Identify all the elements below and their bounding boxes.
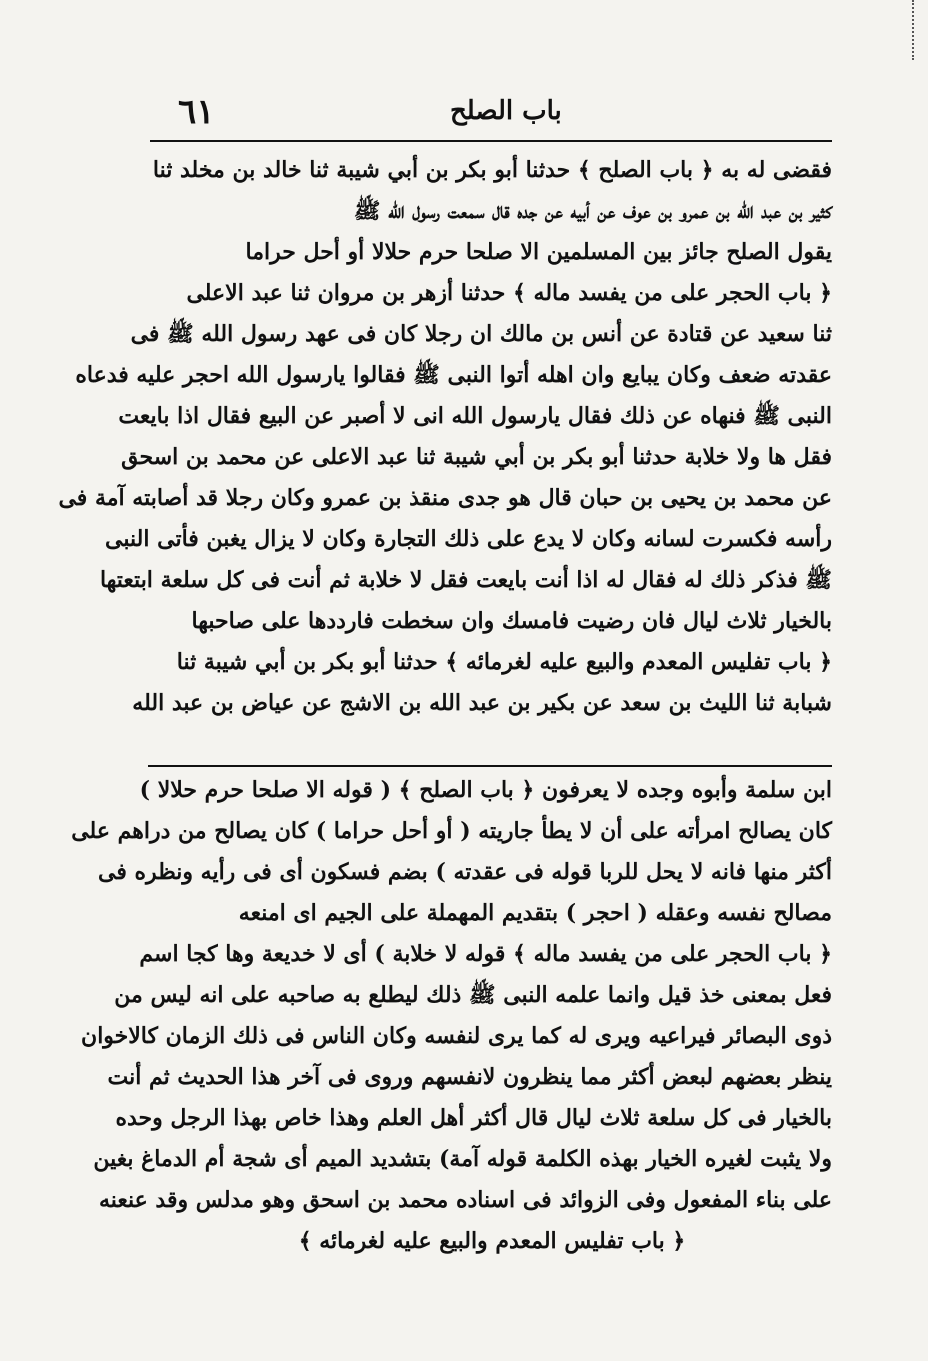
main-text-line: فقضى له به ﴿ باب الصلح ﴾ حدثنا أبو بكر بن أبي شيبة ثنا خالد بن مخلد ثنا xyxy=(152,157,832,183)
main-text-line: رأسه فكسرت لسانه وكان لا يدع على ذلك التجارة وكان لا يزال يغبن فأتى النبى xyxy=(105,526,832,552)
main-text-line: عن محمد بن يحيى بن حبان قال هو جدى منقذ بن عمرو وكان رجلا قد أصابته آمة فى xyxy=(58,485,832,511)
main-text-line: فقل ها ولا خلابة حدثنا أبو بكر بن أبي شيبة ثنا عبد الاعلى عن محمد بن اسحق xyxy=(121,444,832,470)
running-head: باب الصلح xyxy=(450,96,562,126)
header-rule xyxy=(150,140,832,142)
notes-divider xyxy=(148,765,832,767)
main-text-line: ﴿ باب الحجر على من يفسد ماله ﴾ حدثنا أزهر بن مروان ثنا عبد الاعلى xyxy=(186,280,832,306)
main-text-line: شبابة ثنا الليث بن سعد عن بكير بن عبد الله بن الاشج عن عياض بن عبد الله xyxy=(132,690,832,716)
main-text-line: النبى ﷺ فنهاه عن ذلك فقال يارسول الله انى لا أصبر عن البيع فقال اذا بايعت xyxy=(118,403,832,429)
main-text-line: عقدته ضعف وكان يبايع وان اهله أتوا النبى ﷺ فقالوا يارسول الله احجر عليه فدعاه xyxy=(75,362,832,388)
note-text-line: ابن سلمة وأبوه وجده لا يعرفون ﴿ باب الصلح ﴾ ( قوله الا صلحا حرم حلالا ) xyxy=(139,777,832,803)
main-text-line: ثنا سعيد عن قتادة عن أنس بن مالك ان رجلا كان فى عهد رسول الله ﷺ فى xyxy=(130,321,832,347)
note-text-line: مصالح نفسه وعقله ( احجر ) بتقديم المهملة على الجيم اى امنعه xyxy=(238,900,832,926)
page-number: ٦١ xyxy=(178,92,215,132)
notes-text-block xyxy=(71,770,832,1262)
note-text-line: أكثر منها فانه لا يحل للربا قوله فى عقدته ) بضم فسكون أى فى رأيه ونظره فى xyxy=(98,859,832,885)
main-text-block xyxy=(58,150,832,724)
note-text-line: ﴿ باب الحجر على من يفسد ماله ﴾ قوله لا خلابة ) أى لا خديعة وها كجا اسم xyxy=(139,941,832,967)
main-text-line: كثير بن عبد الله بن عمرو بن عوف عن أبيه عن جده قال سمعت رسول الله ﷺ xyxy=(353,198,832,224)
main-text-line: ﴿ باب تفليس المعدم والبيع عليه لغرمائه ﴾ حدثنا أبو بكر بن أبي شيبة ثنا xyxy=(176,649,832,675)
binding-edge xyxy=(912,0,917,60)
main-text-line: بالخيار ثلاث ليال فان رضيت فامسك وان سخطت فارددها على صاحبها xyxy=(191,608,832,634)
note-text-line: على بناء المفعول وفى الزوائد فى اسناده محمد بن اسحق وهو مدلس وقد عنعنه xyxy=(98,1187,832,1213)
note-text-line: بالخيار فى كل سلعة ثلاث ليال قال أكثر أهل العلم وهذا خاص بهذا الرجل وحده xyxy=(115,1105,832,1131)
note-text-line: كان يصالح امرأته على أن لا يطأ جاريته ( أو أحل حراما ) كان يصالح من دراهم على xyxy=(71,818,832,844)
note-text-line: ذوى البصائر فيراعيه ويرى له كما يرى لنفسه وكان الناس فى ذلك الزمان كالاخوان xyxy=(81,1023,832,1049)
note-text-line: ينظر بعضهم لبعض أكثر مما ينظرون لانفسهم وروى فى آخر هذا الحديث ثم أنت xyxy=(107,1064,832,1090)
note-text-line: ولا يثبت لغيره الخيار بهذه الكلمة قوله آمة) بتشديد الميم أى شجة أم الدماغ بغين xyxy=(93,1146,832,1172)
note-text-line: فعل بمعنى خذ قيل وانما علمه النبى ﷺ ذلك ليطلع به صاحبه على انه ليس من xyxy=(114,982,832,1008)
page-header xyxy=(150,92,830,136)
main-text-line: يقول الصلح جائز بين المسلمين الا صلحا حرم حلالا أو أحل حراما xyxy=(245,239,832,265)
main-text-line: ﷺ فذكر ذلك له فقال له اذا أنت بايعت فقل لا خلابة ثم أنت فى كل سلعة ابتعتها xyxy=(99,567,832,593)
note-text-line: ﴿ باب تفليس المعدم والبيع عليه لغرمائه ﴾ xyxy=(298,1228,686,1254)
